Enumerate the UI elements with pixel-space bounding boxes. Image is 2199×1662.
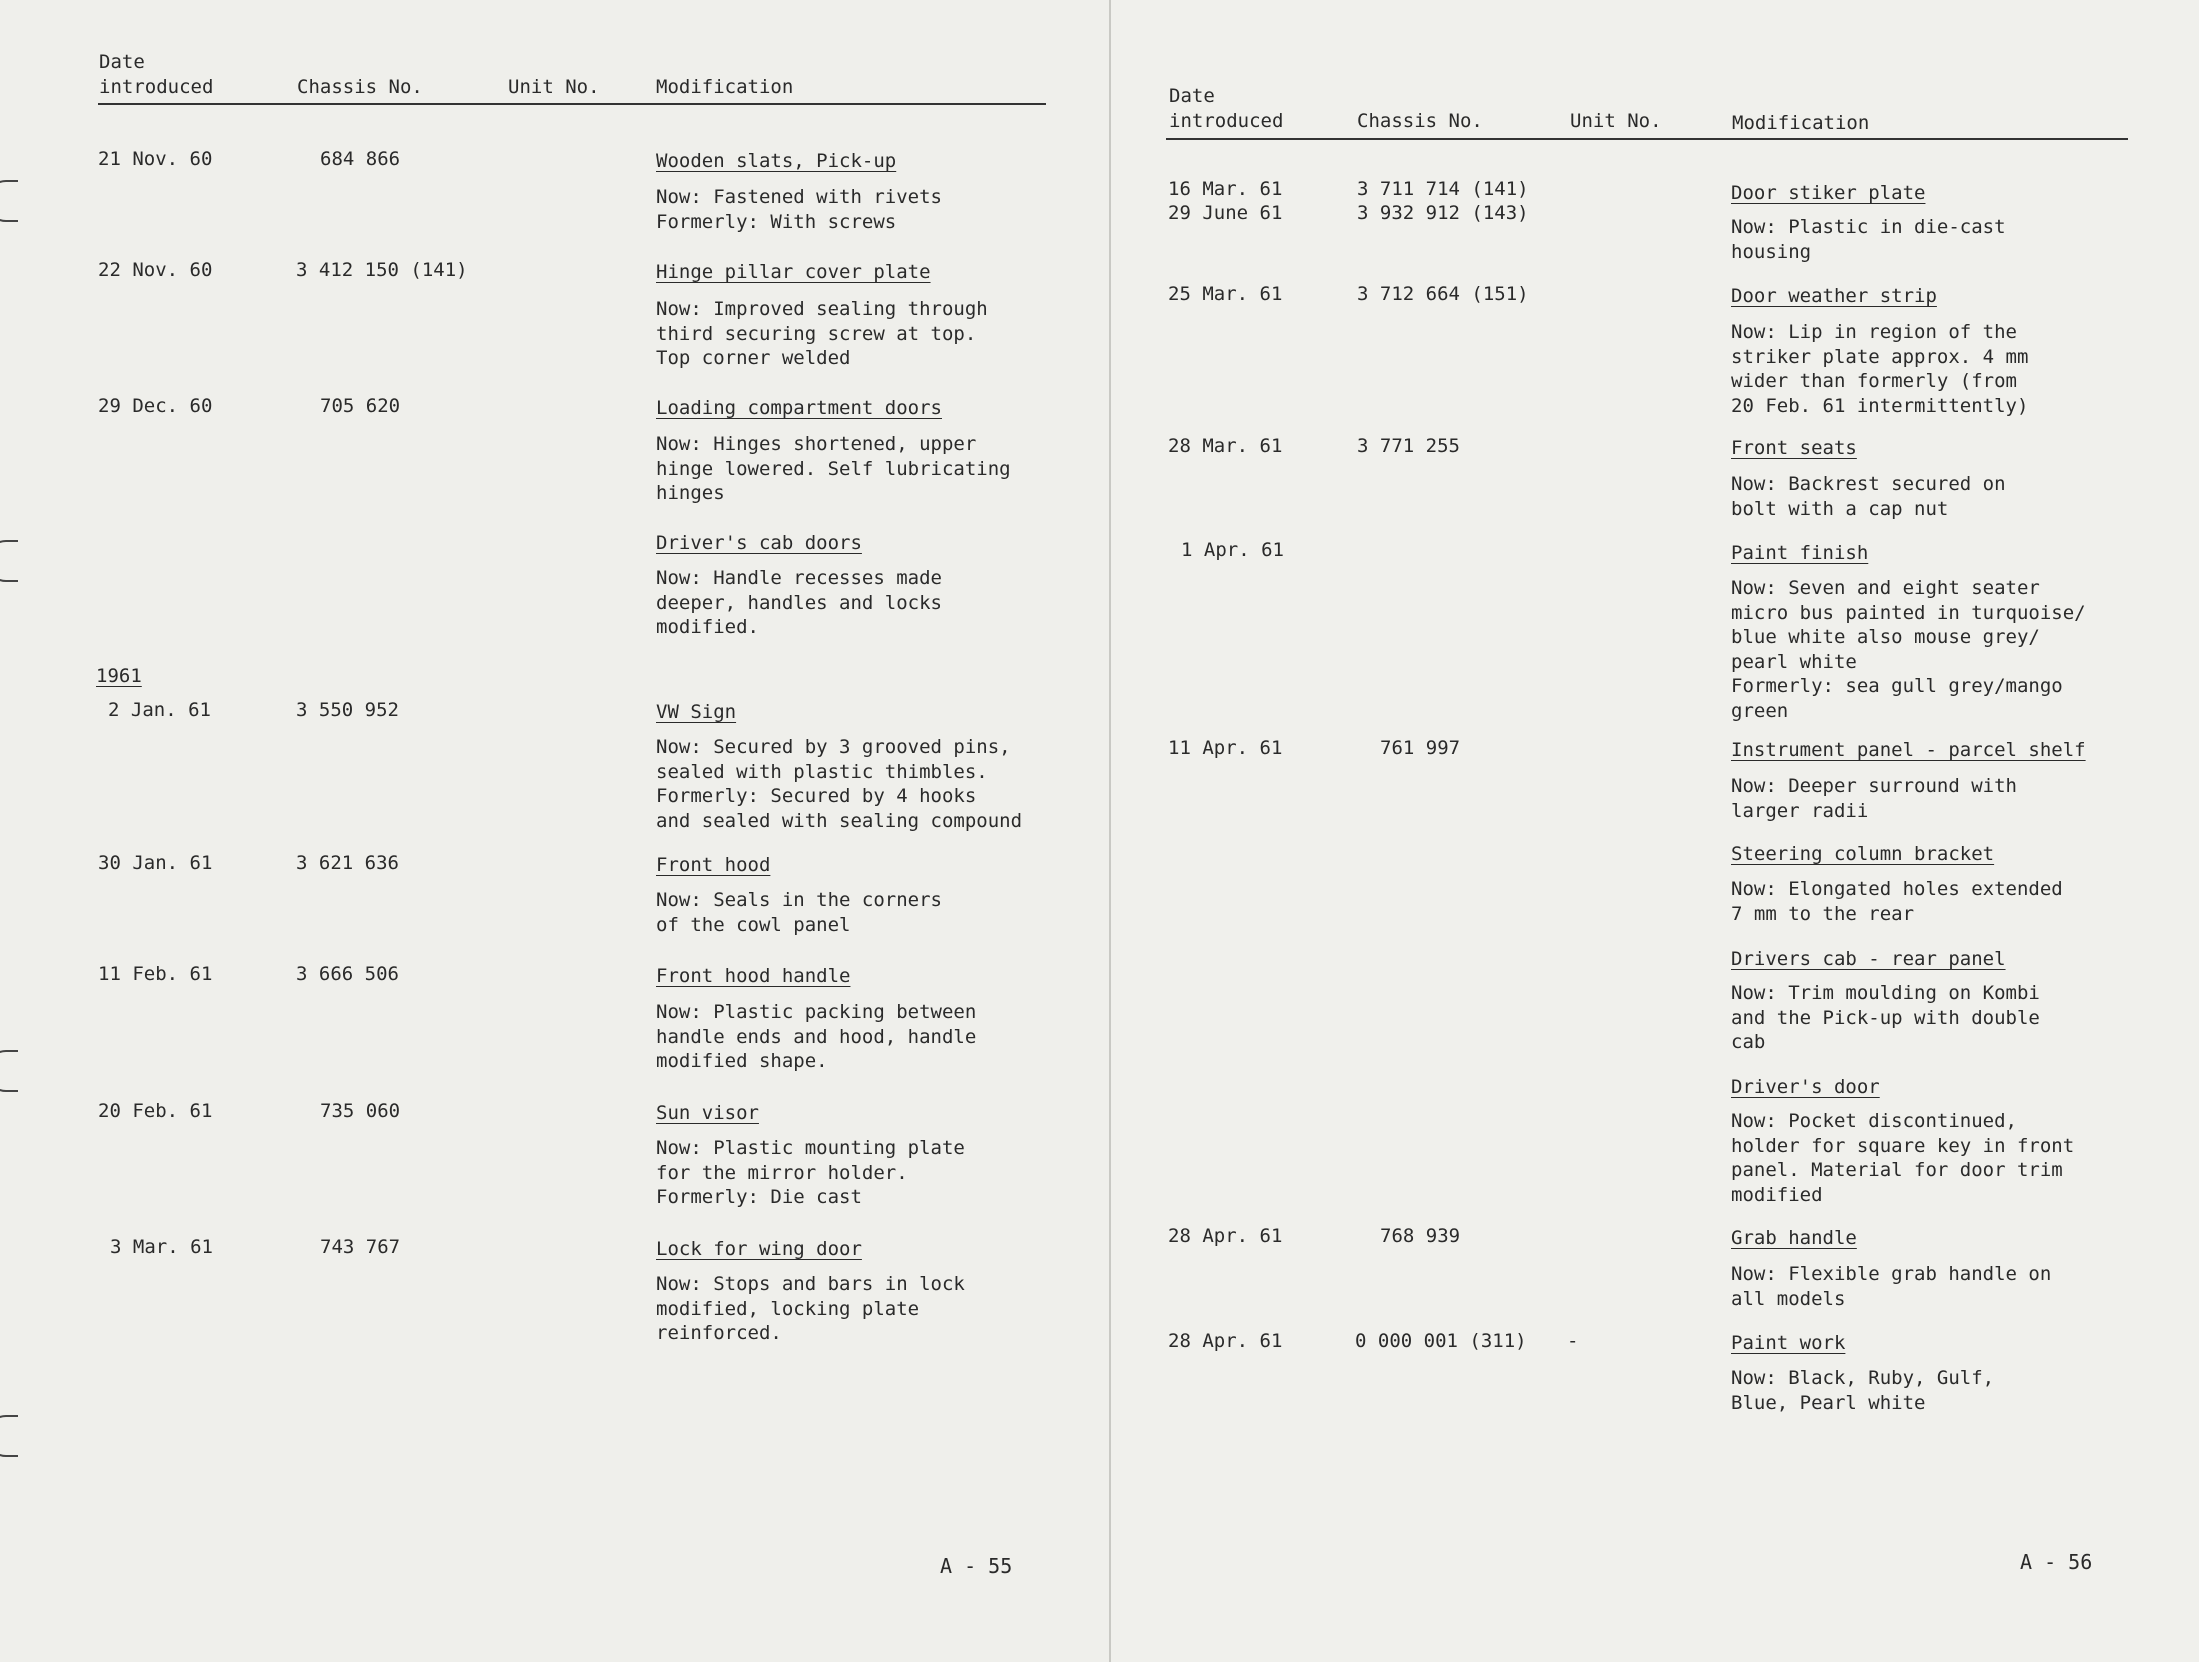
entry-date: 29 Dec. 60 xyxy=(98,395,213,417)
entry-chassis: 768 939 xyxy=(1380,1225,1461,1247)
entry-title: Drivers cab - rear panel xyxy=(1731,948,2006,970)
page-number: A - 56 xyxy=(2020,1550,2093,1574)
binder-hole-mark xyxy=(0,540,18,582)
entry-chassis: 3 666 506 xyxy=(296,963,399,985)
header-chassis: Chassis No. xyxy=(297,76,423,98)
entry-text: Now: Trim moulding on Kombi and the Pick-up with double cab xyxy=(1731,982,2040,1053)
entry-date: 22 Nov. 60 xyxy=(98,259,213,281)
entry-text: Now: Plastic packing between handle ends and hood, handle modified shape. xyxy=(656,1001,977,1072)
entry-title: Front hood xyxy=(656,854,771,876)
entry-title: Sun visor xyxy=(656,1102,759,1124)
entry-title: Lock for wing door xyxy=(656,1238,862,1260)
entry-chassis: 684 866 xyxy=(320,148,401,170)
entry-date: 11 Feb. 61 xyxy=(98,963,213,985)
header-modification: Modification xyxy=(1732,112,1870,134)
entry-title: VW Sign xyxy=(656,701,737,723)
entry-text: Now: Plastic in die-cast housing xyxy=(1731,216,2006,263)
entry-date: 11 Apr. 61 xyxy=(1168,737,1283,759)
entry-text: Now: Backrest secured on bolt with a cap nut xyxy=(1731,473,2006,520)
entry-text: Now: Seven and eight seater micro bus painted in turquoise/ blue white also mouse grey/ pearl white Formerly: sea gull grey/mango green xyxy=(1731,577,2086,722)
entry-date: 28 Mar. 61 xyxy=(1168,435,1283,457)
entry-title: Front hood handle xyxy=(656,965,851,987)
entry-chassis: 705 620 xyxy=(320,395,401,417)
entry-title: Grab handle xyxy=(1731,1227,1857,1249)
binder-hole-mark xyxy=(0,180,18,222)
entry-text: Now: Hinges shortened, upper hinge lowered. Self lubricating hinges xyxy=(656,433,1011,504)
entry-chassis: 3 711 714 (141) 3 932 912 (143) xyxy=(1357,178,1529,224)
entry-date: 28 Apr. 61 xyxy=(1168,1330,1283,1352)
entry-title: Steering column bracket xyxy=(1731,843,1995,865)
entry-date: 30 Jan. 61 xyxy=(98,852,213,874)
entry-title: Hinge pillar cover plate xyxy=(656,261,931,283)
entry-title: Driver's cab doors xyxy=(656,532,862,554)
binder-hole-mark xyxy=(0,1415,18,1457)
header-chassis: Chassis No. xyxy=(1357,110,1483,132)
entry-date: 20 Feb. 61 xyxy=(98,1100,213,1122)
entry-text: Now: Lip in region of the striker plate approx. 4 mm wider than formerly (from 20 Feb. 61 intermittently) xyxy=(1731,321,2029,417)
entry-text: Now: Stops and bars in lock modified, locking plate reinforced. xyxy=(656,1273,965,1344)
entry-title: Door stiker plate xyxy=(1731,182,1926,204)
entry-title: Loading compartment doors xyxy=(656,397,942,419)
entry-chassis: 735 060 xyxy=(320,1100,401,1122)
entry-text: Now: Deeper surround with larger radii xyxy=(1731,775,2017,822)
header-date: Date introduced xyxy=(1169,85,1284,132)
entry-chassis: 743 767 xyxy=(320,1236,401,1258)
entry-text: Now: Plastic mounting plate for the mirror holder. Formerly: Die cast xyxy=(656,1137,965,1208)
entry-date: 21 Nov. 60 xyxy=(98,148,213,170)
entry-chassis: 761 997 xyxy=(1380,737,1461,759)
header-rule xyxy=(98,103,1046,105)
entry-text: Now: Elongated holes extended 7 mm to the rear xyxy=(1731,878,2063,925)
entry-text: Now: Black, Ruby, Gulf, Blue, Pearl white xyxy=(1731,1367,1995,1414)
entry-date: 25 Mar. 61 xyxy=(1168,283,1283,305)
entry-date: 2 Jan. 61 xyxy=(108,699,211,721)
entry-chassis: 3 550 952 xyxy=(296,699,399,721)
header-modification: Modification xyxy=(656,76,794,98)
header-unit: Unit No. xyxy=(508,76,600,98)
entry-text: Now: Pocket discontinued, holder for square key in front panel. Material for door trim modified xyxy=(1731,1110,2075,1206)
entry-text: Now: Fastened with rivets Formerly: With screws xyxy=(656,186,942,233)
entry-chassis: 3 771 255 xyxy=(1357,435,1460,457)
entry-date: 3 Mar. 61 xyxy=(110,1236,213,1258)
entry-title: Front seats xyxy=(1731,437,1857,459)
entry-text: Now: Flexible grab handle on all models xyxy=(1731,1263,2052,1310)
right-page xyxy=(1111,0,2199,1662)
entry-text: Now: Seals in the corners of the cowl panel xyxy=(656,889,942,936)
header-unit: Unit No. xyxy=(1570,110,1662,132)
binder-hole-mark xyxy=(0,1050,18,1092)
year-label: 1961 xyxy=(96,665,142,687)
entry-chassis: 3 712 664 (151) xyxy=(1357,283,1529,305)
entry-text: Now: Handle recesses made deeper, handles and locks modified. xyxy=(656,567,942,638)
entry-date: 1 Apr. 61 xyxy=(1181,539,1284,561)
entry-chassis: 3 412 150 (141) xyxy=(296,259,468,281)
page-number: A - 55 xyxy=(940,1554,1013,1578)
entry-title: Paint finish xyxy=(1731,542,1869,564)
entry-date: 28 Apr. 61 xyxy=(1168,1225,1283,1247)
entry-title: Door weather strip xyxy=(1731,285,1937,307)
entry-chassis: 3 621 636 xyxy=(296,852,399,874)
entry-date: 16 Mar. 61 29 June 61 xyxy=(1168,178,1283,224)
entry-unit: - xyxy=(1567,1330,1579,1352)
entry-text: Now: Improved sealing through third securing screw at top. Top corner welded xyxy=(656,298,988,369)
entry-title: Paint work xyxy=(1731,1332,1846,1354)
header-rule xyxy=(1166,138,2128,140)
entry-text: Now: Secured by 3 grooved pins, sealed with plastic thimbles. Formerly: Secured by 4 hooks and sealed with sealing compound xyxy=(656,736,1023,832)
entry-title: Driver's door xyxy=(1731,1076,1880,1098)
header-date: Date introduced xyxy=(99,51,214,98)
entry-chassis: 0 000 001 (311) xyxy=(1355,1330,1527,1352)
entry-title: Wooden slats, Pick-up xyxy=(656,150,897,172)
entry-title: Instrument panel - parcel shelf xyxy=(1731,739,2086,761)
